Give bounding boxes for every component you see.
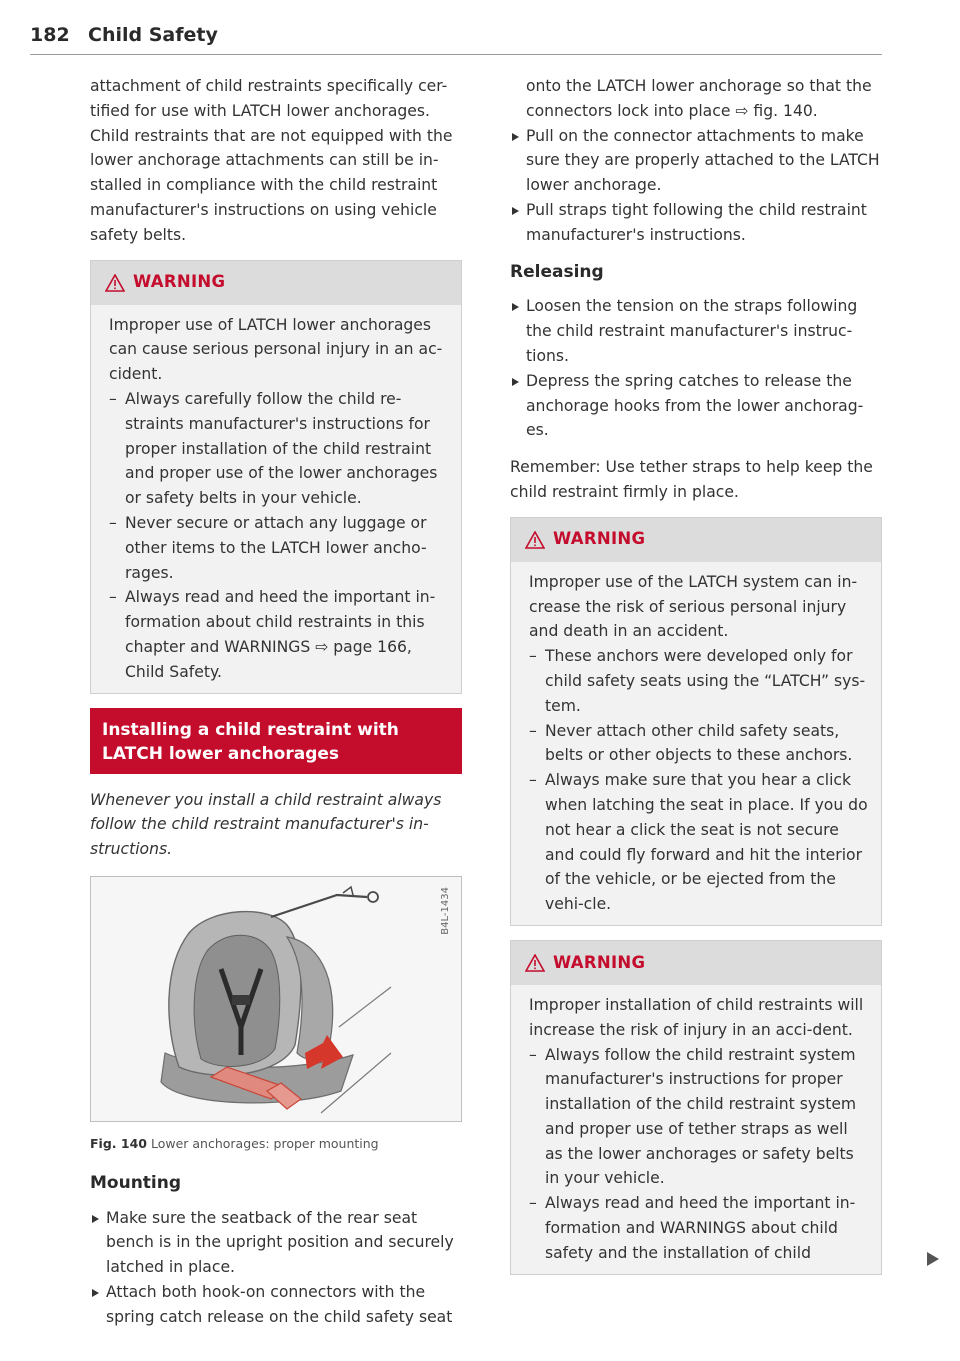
warning-item: – These anchors were developed only for child safety seats using the “LATCH” sys-tem. — [529, 644, 869, 718]
warning-title: WARNING — [133, 272, 226, 292]
warning-intro: Improper use of LATCH lower anchorages can cause serious personal injury in an ac-cident. — [109, 315, 443, 384]
warning-item: – Never secure or attach any luggage or other items to the LATCH lower ancho-rages. — [109, 511, 449, 585]
right-column — [510, 74, 882, 1289]
warning-body — [91, 305, 461, 693]
warning-title: WARNING — [553, 529, 646, 549]
warning-box — [90, 260, 462, 694]
warning-header — [91, 261, 461, 305]
mounting-continuation: onto the LATCH lower anchorage so that the connectors lock into place ⇨ fig. 140. — [526, 77, 872, 120]
mounting-step: Pull on the connector attachments to make sure they are properly attached to the LATCH lower anchorage. — [510, 124, 882, 198]
section-intro: Whenever you install a child restraint always follow the child restraint manufacturer's in-structions. — [90, 790, 442, 859]
figure-caption-text: Lower anchorages: proper mounting — [150, 1135, 379, 1151]
warning-box — [510, 940, 882, 1275]
figure-caption — [90, 1132, 462, 1157]
child-seat-illustration — [91, 877, 461, 1121]
warning-body — [511, 985, 881, 1274]
figure-code: B4L-1434 — [440, 886, 452, 935]
warning-item: – Never attach other child safety seats, belts or other objects to these anchors. — [529, 719, 869, 769]
section-heading: Installing a child restraint with LATCH lower anchorages — [90, 708, 462, 774]
intro-paragraph: attachment of child restraints specifically cer-tified for use with LATCH lower anchorages. Child restraints that are not equipped with the lower anchorage attachments can still be in-stalled in compliance with the child restraint manufacturer's instructions on using vehicle safety belts. — [90, 77, 453, 244]
releasing-step: Depress the spring catches to release the anchorage hooks from the lower anchorag-es. — [510, 369, 882, 443]
warning-header — [511, 941, 881, 985]
mounting-step: Make sure the seatback of the rear seat bench is in the upright position and securely latched in place. — [90, 1206, 462, 1280]
warning-box — [510, 517, 882, 926]
section-title: Child Safety — [88, 24, 218, 46]
warning-header — [511, 518, 881, 562]
figure-label: Fig. 140 — [90, 1135, 147, 1151]
left-column — [90, 74, 462, 1330]
warning-triangle-icon — [525, 954, 545, 972]
remember-note: Remember: Use tether straps to help keep the child restraint firmly in place. — [510, 458, 873, 501]
warning-title: WARNING — [553, 952, 646, 972]
continue-arrow-icon — [927, 1252, 939, 1266]
warning-intro: Improper use of the LATCH system can in-crease the risk of serious personal injury and death in an accident. — [529, 572, 858, 641]
warning-item: – Always follow the child restraint system manufacturer's instructions for proper installation of the child restraint system and proper use of tether straps as well as the lower anchorages or safety belts in your vehicle. — [529, 1043, 869, 1192]
page-number: 182 — [30, 24, 70, 46]
warning-body — [511, 562, 881, 925]
warning-triangle-icon — [525, 531, 545, 549]
warning-item: – Always read and heed the important in-formation about child restraints in this chapter and WARNINGS ⇨ page 166, Child Safety. — [109, 585, 449, 684]
warning-item: – Always read and heed the important in-formation and WARNINGS about child safety and the installation of child — [529, 1191, 869, 1265]
mounting-heading: Mounting — [90, 1172, 182, 1193]
releasing-step: Loosen the tension on the straps following the child restraint manufacturer's instruc-tions. — [510, 294, 882, 368]
warning-triangle-icon — [105, 274, 125, 292]
figure-child-seat — [90, 876, 462, 1122]
mounting-step: Pull straps tight following the child restraint manufacturer's instructions. — [510, 198, 882, 248]
warning-intro: Improper installation of child restraints will increase the risk of injury in an acci-dent. — [529, 995, 864, 1039]
releasing-heading: Releasing — [510, 261, 604, 282]
warning-item: – Always carefully follow the child re-straints manufacturer's instructions for proper installation of the child restraint and proper use of the lower anchorages or safety belts in your vehicle. — [109, 387, 449, 511]
mounting-step: Attach both hook-on connectors with the spring catch release on the child safety seat — [90, 1280, 462, 1330]
warning-item: – Always make sure that you hear a click when latching the seat in place. If you do not hear a click the seat is not secure and could fly forward and hit the interior of the vehicle, or be ejected from the vehi-cle. — [529, 768, 869, 917]
page-header — [30, 24, 882, 55]
